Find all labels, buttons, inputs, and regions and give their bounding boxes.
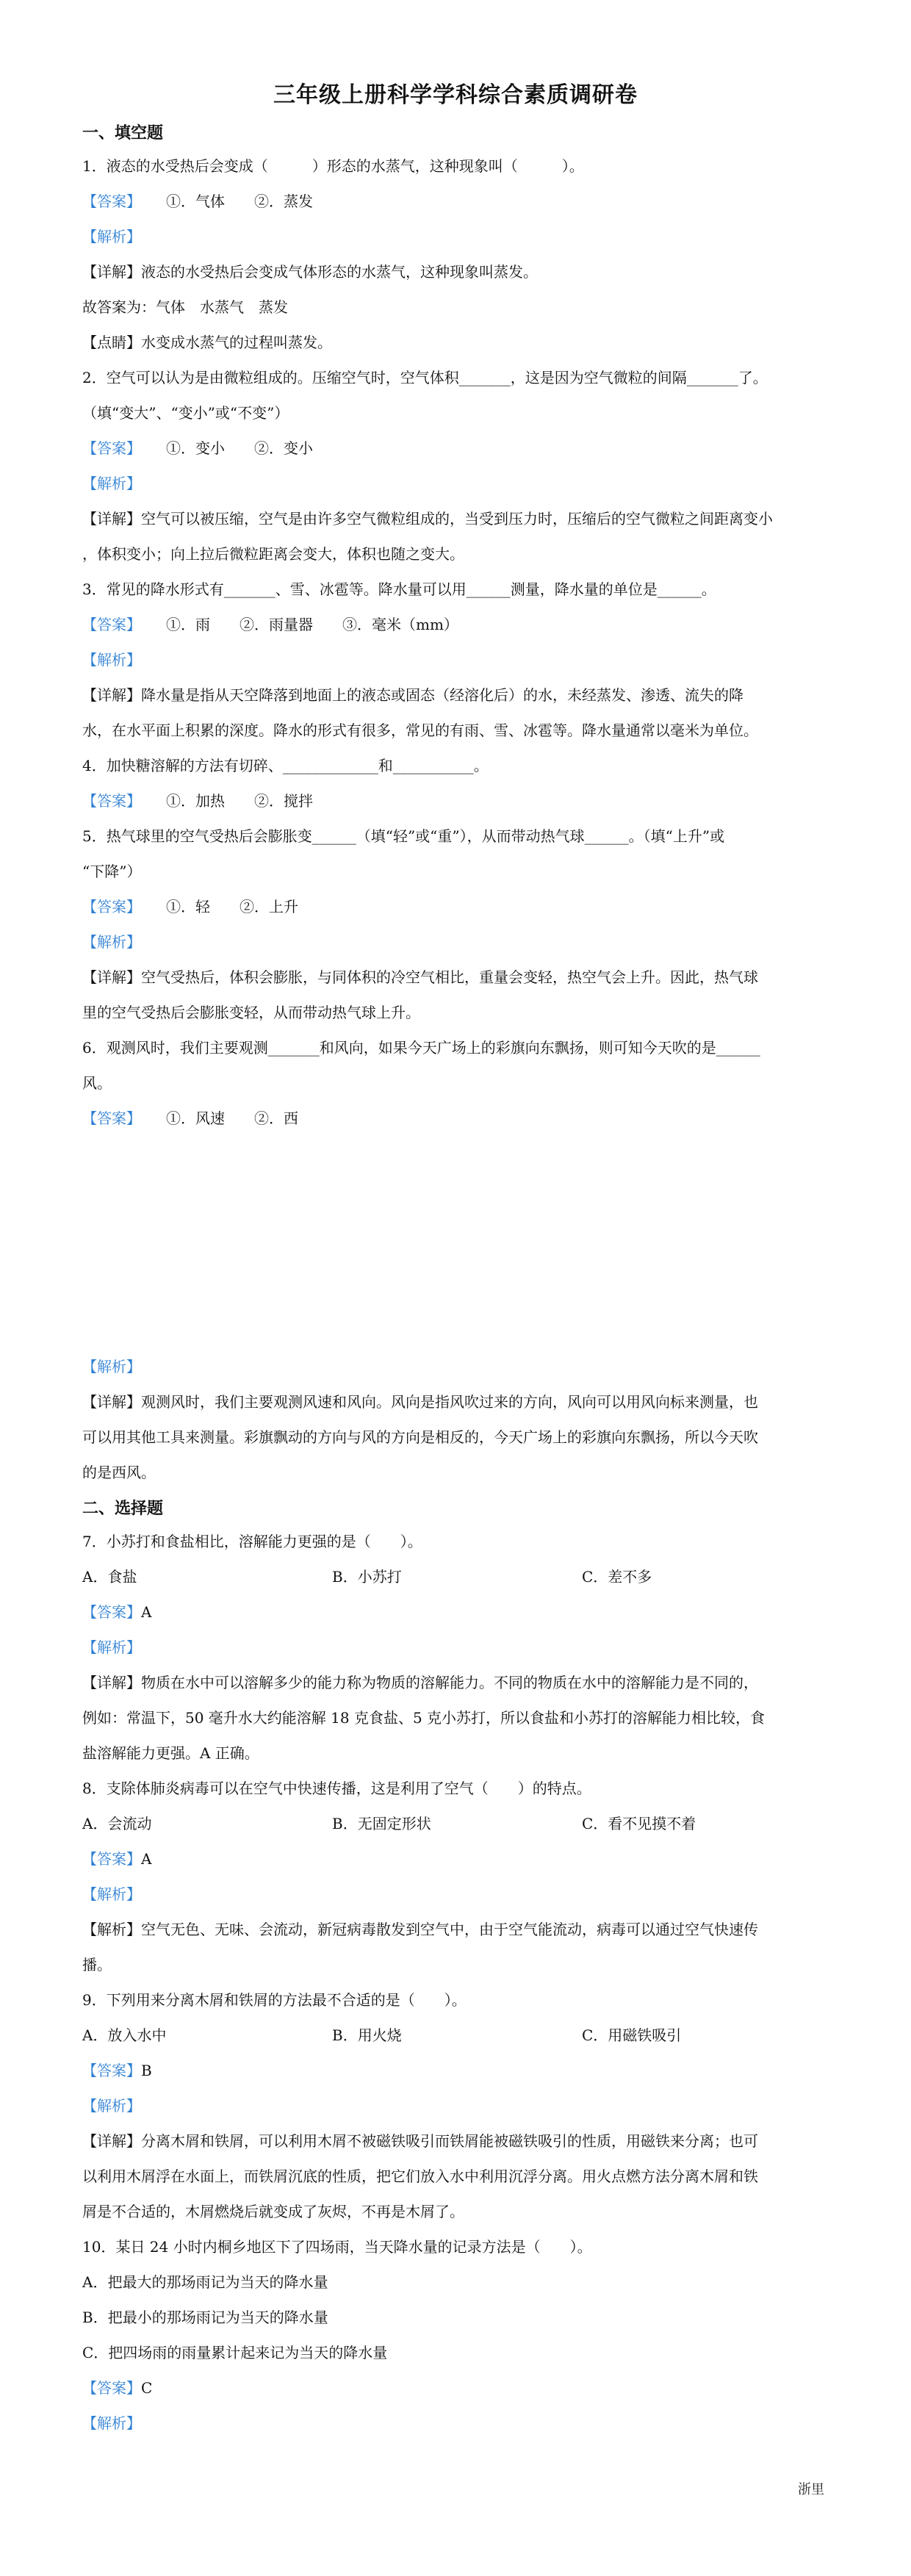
option-c: C．把四场雨的雨量累计起来记为当天的降水量 [82,2344,388,2361]
answer-value: ①．轻 ②．上升 [166,898,298,915]
option-a: A．会流动 [82,1815,152,1832]
answer-tag: 【答案】 [82,2379,141,2397]
detail-tag: 【详解】 [82,2132,141,2150]
answer-value: ①．变小 ②．变小 [166,439,313,457]
detail-3-line2: 水，在水平面上积累的深度。降水的形式有很多，常见的有雨、雪、冰雹等。降水量通常以毫米为单位。 [82,722,758,739]
detail-5 [82,967,832,987]
option-c: C．差不多 [582,1568,652,1586]
answer-tag: 【答案】 [82,1109,141,1127]
detail-tag: 【详解】 [82,263,141,281]
tip-1 [82,332,832,353]
question-6: 6．观测风时，我们主要观测_______和风向，如果今天广场上的彩旗向东飘扬，则可知今天吹的是______ [82,1039,760,1057]
detail-9-line2: 以利用木屑浮在水面上，而铁屑沉底的性质，把它们放入水中利用沉浮分离。用火点燃方法分离木屑和铁 [82,2167,758,2185]
answer-tag: 【答案】 [82,2062,141,2079]
question-5: 5．热气球里的空气受热后会膨胀变______（填“轻”或“重”），从而带动热气球______。（填“上升”或 [82,827,725,845]
option-a: A．放入水中 [82,2026,167,2044]
detail-tag: 【详解】 [82,968,141,986]
option-b: B．用火烧 [332,2026,402,2044]
question-5-line2: “下降”） [82,863,142,880]
analysis-tag: 【解析】 [82,651,141,669]
answer-2 [82,438,832,458]
answer-value: B [141,2062,152,2079]
detail-5-line2: 里的空气受热后会膨胀变轻，从而带动热气球上升。 [82,1004,420,1021]
option-a: A．食盐 [82,1568,137,1586]
detail-text: 空气无色、无味、会流动，新冠病毒散发到空气中，由于空气能流动，病毒可以通过空气快速传 [141,1921,758,1938]
detail-8-line2: 播。 [82,1956,112,1974]
option-b: B．把最小的那场雨记为当天的降水量 [82,2309,328,2326]
question-7: 7．小苏打和食盐相比，溶解能力更强的是（ ）。 [82,1533,422,1550]
answer-1 [82,191,832,212]
detail-text: 空气受热后，体积会膨胀，与同体积的冷空气相比，重量会变轻，热空气会上升。因此，热气球 [141,968,758,986]
question-1: 1．液态的水受热后会变成（ ）形态的水蒸气，这种现象叫（ ）。 [82,157,584,175]
question-4: 4．加快糖溶解的方法有切碎、_____________和___________。 [82,757,489,774]
answer-6 [82,1108,832,1129]
option-b: B．无固定形状 [332,1815,431,1832]
detail-7-line2: 例如：常温下，50 毫升水大约能溶解 18 克食盐、5 克小苏打，所以食盐和小苏打的溶解能力相比较，食 [82,1709,766,1727]
answer-value: C [141,2379,153,2397]
detail-text: 液态的水受热后会变成气体形态的水蒸气，这种现象叫蒸发。 [141,263,538,281]
detail-6-line2: 可以用其他工具来测量。彩旗飘动的方向与风的方向是相反的，今天广场上的彩旗向东飘扬，所以今天吹 [82,1428,758,1446]
question-9: 9．下列用来分离木屑和铁屑的方法最不合适的是（ ）。 [82,1991,467,2009]
answer-tag: 【答案】 [82,616,141,633]
tip-tag: 【点睛】 [82,334,141,351]
answer-7 [82,1602,832,1622]
detail-tag: 【详解】 [82,686,141,704]
question-6-line2: 风。 [82,1074,112,1092]
analysis-tag: 【解析】 [82,2097,141,2115]
question-10: 10．某日 24 小时内桐乡地区下了四场雨，当天降水量的记录方法是（ ）。 [82,2238,592,2256]
detail-2-line2: ，体积变小；向上拉后微粒距离会变大，体积也随之变大。 [82,545,464,563]
answer-value: A [141,1850,152,1868]
detail-1 [82,262,832,282]
section-heading-choice: 二、选择题 [82,1499,164,1518]
detail-2 [82,508,832,529]
document-title: 三年级上册科学学科综合素质调研卷 [273,82,638,108]
answer-tag: 【答案】 [82,898,141,915]
answer-value: A [141,1603,152,1621]
section-heading-fill: 一、填空题 [82,123,164,143]
analysis-tag: 【解析】 [82,475,141,492]
blank-space [82,1176,832,1345]
option-a: A．把最大的那场雨记为当天的降水量 [82,2273,328,2291]
analysis-tag: 【解析】 [82,1885,141,1903]
answer-5 [82,896,832,917]
option-c: C．看不见摸不着 [582,1815,696,1832]
answer-9 [82,2060,832,2081]
detail-tag: 【详解】 [82,1393,141,1411]
detail-7 [82,1672,832,1693]
analysis-tag: 【解析】 [82,1638,141,1656]
answer-tag: 【答案】 [82,439,141,457]
answer-4 [82,791,832,811]
answer-value: ①．气体 ②．蒸发 [166,193,313,210]
answer-10 [82,2378,832,2398]
detail-tag: 【详解】 [82,1674,141,1691]
so-answer-1: 故答案为：气体 水蒸气 蒸发 [82,298,288,316]
detail-text: 分离木屑和铁屑，可以利用木屑不被磁铁吸引而铁屑能被磁铁吸引的性质，用磁铁来分离；也可 [141,2132,758,2150]
answer-value: ①．风速 ②．西 [166,1109,298,1127]
analysis-tag: 【解析】 [82,1358,141,1375]
answer-tag: 【答案】 [82,1850,141,1868]
analysis-tag-inline: 【解析】 [82,1921,141,1938]
page-footer: 浙里 [798,2482,824,2497]
detail-3 [82,685,832,705]
answer-tag: 【答案】 [82,792,141,810]
detail-text: 观测风时，我们主要观测风速和风向。风向是指风吹过来的方向，风向可以用风向标来测量，也 [141,1393,758,1411]
answer-8 [82,1849,832,1869]
question-3: 3．常见的降水形式有_______、雪、冰雹等。降水量可以用______测量，降水量的单位是______。 [82,580,716,598]
detail-7-line3: 盐溶解能力更强。A 正确。 [82,1744,259,1762]
option-b: B．小苏打 [332,1568,402,1586]
detail-9-line3: 屑是不合适的，木屑燃烧后就变成了灰烬，不再是木屑了。 [82,2203,464,2220]
detail-6 [82,1392,832,1412]
detail-text: 降水量是指从天空降落到地面上的液态或固态（经溶化后）的水，未经蒸发、渗透、流失的降 [141,686,743,704]
question-2: 2．空气可以认为是由微粒组成的。压缩空气时，空气体积_______，这是因为空气微粒的间隔_______了。 [82,369,768,386]
tip-text: 水变成水蒸气的过程叫蒸发。 [141,334,332,351]
question-2-line2: （填“变大”、“变小”或“不变”） [82,404,289,422]
answer-3 [82,614,832,635]
option-c: C．用磁铁吸引 [582,2026,682,2044]
detail-tag: 【详解】 [82,510,141,528]
answer-tag: 【答案】 [82,1603,141,1621]
detail-8 [82,1919,832,1940]
analysis-tag: 【解析】 [82,228,141,245]
answer-tag: 【答案】 [82,193,141,210]
detail-text: 空气可以被压缩，空气是由许多空气微粒组成的，当受到压力时，压缩后的空气微粒之间距离变小 [141,510,773,528]
detail-6-line3: 的是西风。 [82,1464,156,1481]
analysis-tag: 【解析】 [82,933,141,951]
detail-9 [82,2131,832,2151]
detail-text: 物质在水中可以溶解多少的能力称为物质的溶解能力。不同的物质在水中的溶解能力是不同的， [141,1674,758,1691]
question-8: 8．支除体肺炎病毒可以在空气中快速传播，这是利用了空气（ ）的特点。 [82,1780,591,1797]
answer-value: ①．雨 ②．雨量器 ③．毫米（mm） [166,616,458,633]
analysis-tag: 【解析】 [82,2414,141,2432]
answer-value: ①．加热 ②．搅拌 [166,792,313,810]
